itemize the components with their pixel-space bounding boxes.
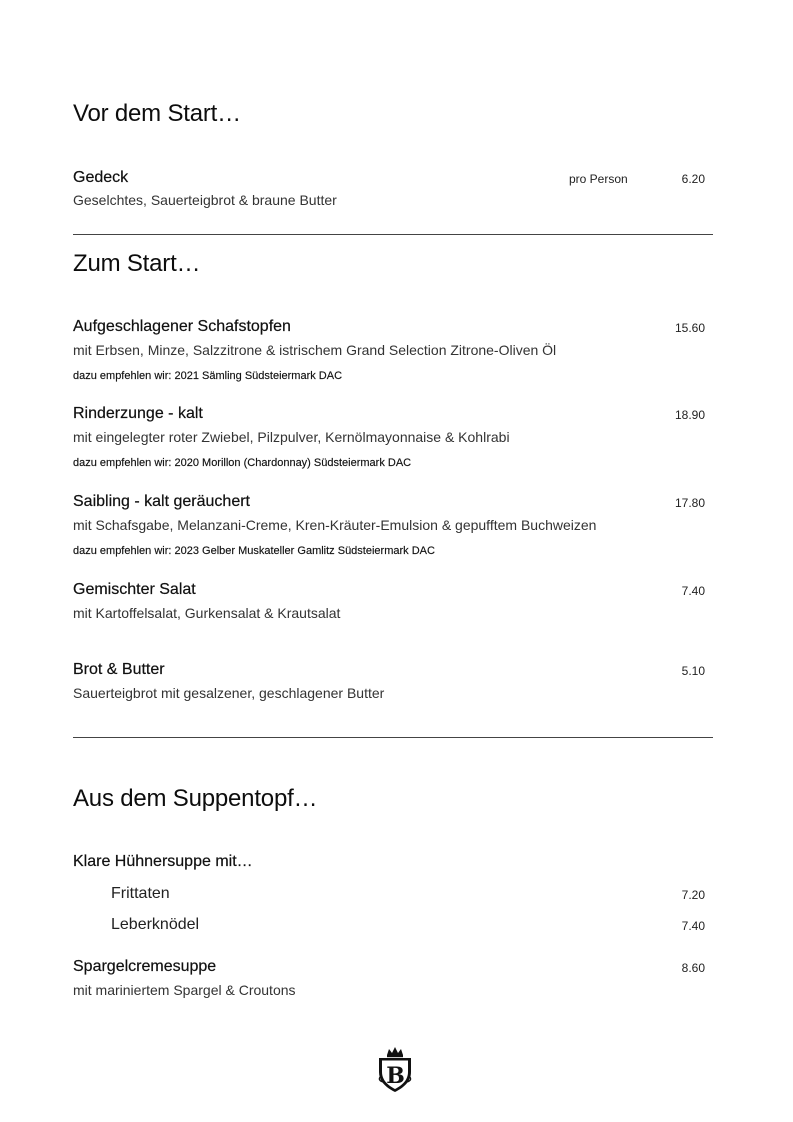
- section-divider: [73, 234, 713, 235]
- item-name: Spargelcremesuppe: [73, 958, 217, 975]
- item-name: Saibling - kalt geräuchert: [73, 493, 250, 510]
- item-name: Gemischter Salat: [73, 581, 196, 598]
- item-description: mit Schafsgabe, Melanzani-Creme, Kren-Kräuter-Emulsion & gepufftem Buchweizen: [73, 517, 597, 533]
- item-price: 18.90: [674, 408, 705, 422]
- svg-text:B: B: [386, 1063, 405, 1089]
- item-price: 7.40: [681, 584, 705, 598]
- section-title-vor-dem-start: Vor dem Start…: [73, 100, 241, 127]
- item-name: Brot & Butter: [73, 661, 165, 678]
- option-price: 7.40: [681, 919, 705, 933]
- item-description: Geselchtes, Sauerteigbrot & braune Butter: [73, 192, 337, 208]
- option-name: Frittaten: [111, 885, 170, 902]
- item-description: Sauerteigbrot mit gesalzener, geschlagener Butter: [73, 685, 385, 701]
- wine-recommendation: dazu empfehlen wir: 2023 Gelber Muskateller Gamlitz Südsteiermark DAC: [73, 545, 435, 557]
- section-divider: [73, 737, 713, 738]
- item-price: 15.60: [674, 321, 705, 335]
- wine-recommendation: dazu empfehlen wir: 2021 Sämling Südsteiermark DAC: [73, 370, 343, 382]
- group-name: Klare Hühnersuppe mit…: [73, 853, 253, 870]
- wine-recommendation: dazu empfehlen wir: 2020 Morillon (Chardonnay) Südsteiermark DAC: [73, 457, 412, 469]
- item-description: mit Erbsen, Minze, Salzzitrone & istrischem Grand Selection Zitrone-Oliven Öl: [73, 342, 557, 358]
- item-price: 8.60: [681, 961, 705, 975]
- item-name: Rinderzunge - kalt: [73, 405, 203, 422]
- item-price: 6.20: [681, 172, 705, 186]
- b-crest-logo-icon: [375, 1046, 415, 1094]
- item-price: 17.80: [674, 496, 705, 510]
- option-price: 7.20: [681, 888, 705, 902]
- item-description: mit eingelegter roter Zwiebel, Pilzpulver, Kernölmayonnaise & Kohlrabi: [73, 429, 510, 445]
- item-description: mit Kartoffelsalat, Gurkensalat & Krautsalat: [73, 605, 341, 621]
- item-description: mit mariniertem Spargel & Croutons: [73, 982, 296, 998]
- item-name: Gedeck: [73, 169, 129, 186]
- item-name: Aufgeschlagener Schafstopfen: [73, 318, 291, 335]
- section-title-aus-dem-suppentopf: Aus dem Suppentopf…: [73, 785, 318, 812]
- option-name: Leberknödel: [111, 916, 200, 933]
- item-unit: pro Person: [569, 172, 628, 186]
- section-title-zum-start: Zum Start…: [73, 250, 201, 277]
- item-price: 5.10: [681, 664, 705, 678]
